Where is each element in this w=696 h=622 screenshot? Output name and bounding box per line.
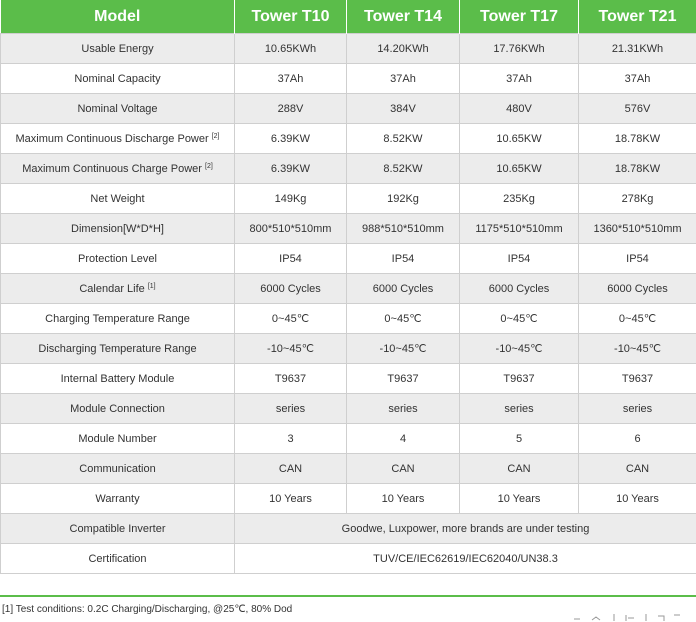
- row-label: [1, 274, 235, 304]
- table-row: [1, 364, 696, 394]
- table-cell: 384V: [347, 94, 460, 124]
- row-label-text: Nominal Capacity: [74, 72, 161, 85]
- table-cell: 235Kg: [460, 184, 579, 214]
- table-cell: 37Ah: [235, 64, 347, 94]
- table-cell: T9637: [579, 364, 696, 394]
- table-row: [1, 454, 696, 484]
- table-cell: CAN: [347, 454, 460, 484]
- row-label-text: Nominal Voltage: [77, 102, 158, 115]
- footer-divider: [0, 595, 696, 597]
- table-cell: 10.65KW: [460, 124, 579, 154]
- row-label-text: Maximum Continuous Discharge Power: [15, 132, 209, 145]
- row-label-text: Net Weight: [90, 192, 145, 205]
- table-row: [1, 34, 696, 64]
- footnote: [1] Test conditions: 0.2C Charging/Discharging, @25℃, 80% Dod: [2, 604, 293, 615]
- table-cell: 6: [579, 424, 696, 454]
- row-label-text: Calendar Life: [79, 282, 145, 295]
- footnote-ref: [2]: [205, 162, 213, 170]
- row-label: [1, 124, 235, 154]
- table-row: [1, 394, 696, 424]
- table-cell: 480V: [460, 94, 579, 124]
- table-cell: -10~45℃: [460, 334, 579, 364]
- table-row: [1, 514, 696, 544]
- table-cell: IP54: [347, 244, 460, 274]
- table-cell: 1175*510*510mm: [460, 214, 579, 244]
- table-cell: 6000 Cycles: [579, 274, 696, 304]
- table-row: [1, 274, 696, 304]
- row-label-text: Discharging Temperature Range: [38, 342, 197, 355]
- row-label-text: Charging Temperature Range: [45, 312, 190, 325]
- table-row: [1, 304, 696, 334]
- table-row: [1, 184, 696, 214]
- table-cell: 14.20KWh: [347, 34, 460, 64]
- row-label: [1, 34, 235, 64]
- table-cell: series: [347, 394, 460, 424]
- table-cell: 288V: [235, 94, 347, 124]
- table-row: [1, 94, 696, 124]
- table-cell: 4: [347, 424, 460, 454]
- merged-cell: TUV/CE/IEC62619/IEC62040/UN38.3: [235, 544, 696, 574]
- table-cell: -10~45℃: [235, 334, 347, 364]
- row-label: [1, 304, 235, 334]
- table-row: [1, 214, 696, 244]
- table-cell: 6000 Cycles: [347, 274, 460, 304]
- table-row: [1, 64, 696, 94]
- row-label: Compatible Inverter: [1, 514, 235, 544]
- table-cell: 576V: [579, 94, 696, 124]
- table-cell: 149Kg: [235, 184, 347, 214]
- table-cell: CAN: [235, 454, 347, 484]
- table-cell: 10 Years: [460, 484, 579, 514]
- table-cell: 5: [460, 424, 579, 454]
- table-cell: 10.65KW: [460, 154, 579, 184]
- table-cell: T9637: [347, 364, 460, 394]
- table-cell: 0~45℃: [347, 304, 460, 334]
- header-tower-t17: Tower T17: [460, 0, 579, 34]
- header-row: [1, 0, 696, 34]
- header-tower-t21: Tower T21: [579, 0, 696, 34]
- table-cell: series: [460, 394, 579, 424]
- row-label: [1, 94, 235, 124]
- table-cell: IP54: [460, 244, 579, 274]
- row-label-text: Module Connection: [70, 402, 165, 415]
- table-cell: -10~45℃: [347, 334, 460, 364]
- table-cell: 800*510*510mm: [235, 214, 347, 244]
- table-cell: 6000 Cycles: [235, 274, 347, 304]
- table-cell: T9637: [235, 364, 347, 394]
- row-label-text: Protection Level: [78, 252, 157, 265]
- table-row: [1, 484, 696, 514]
- row-label: [1, 424, 235, 454]
- table-cell: 21.31KWh: [579, 34, 696, 64]
- table-cell: 37Ah: [347, 64, 460, 94]
- table-cell: T9637: [460, 364, 579, 394]
- table-row: [1, 544, 696, 574]
- row-label: Certification: [1, 544, 235, 574]
- header-tower-t10: Tower T10: [235, 0, 347, 34]
- table-cell: 8.52KW: [347, 124, 460, 154]
- row-label: [1, 64, 235, 94]
- table-cell: 18.78KW: [579, 124, 696, 154]
- table-cell: 37Ah: [460, 64, 579, 94]
- table-cell: 6.39KW: [235, 124, 347, 154]
- table-cell: series: [235, 394, 347, 424]
- spec-table-body: [1, 34, 696, 574]
- table-row: [1, 124, 696, 154]
- table-row: [1, 154, 696, 184]
- table-cell: 37Ah: [579, 64, 696, 94]
- table-cell: 0~45℃: [460, 304, 579, 334]
- row-label-text: Module Number: [78, 432, 157, 445]
- row-label: [1, 154, 235, 184]
- row-label-text: Dimension[W*D*H]: [71, 222, 164, 235]
- header-tower-t14: Tower T14: [347, 0, 460, 34]
- table-cell: 10 Years: [347, 484, 460, 514]
- table-cell: series: [579, 394, 696, 424]
- table-row: [1, 334, 696, 364]
- table-cell: 10 Years: [579, 484, 696, 514]
- table-cell: 10 Years: [235, 484, 347, 514]
- table-cell: CAN: [460, 454, 579, 484]
- table-cell: 10.65KWh: [235, 34, 347, 64]
- table-cell: 988*510*510mm: [347, 214, 460, 244]
- table-cell: IP54: [235, 244, 347, 274]
- row-label: [1, 454, 235, 484]
- table-cell: 6.39KW: [235, 154, 347, 184]
- row-label-text: Warranty: [95, 492, 140, 505]
- header-model: Model: [1, 0, 235, 34]
- table-cell: 0~45℃: [579, 304, 696, 334]
- table-cell: 192Kg: [347, 184, 460, 214]
- row-label-text: Internal Battery Module: [60, 372, 175, 385]
- row-label: [1, 334, 235, 364]
- footnote-ref: [2]: [211, 132, 220, 140]
- table-cell: 278Kg: [579, 184, 696, 214]
- row-label: [1, 214, 235, 244]
- table-cell: 17.76KWh: [460, 34, 579, 64]
- row-label: [1, 364, 235, 394]
- table-cell: 8.52KW: [347, 154, 460, 184]
- table-cell: 3: [235, 424, 347, 454]
- row-label-text: Communication: [79, 462, 156, 475]
- row-label-text: Maximum Continuous Charge Power: [22, 162, 202, 175]
- cropped-text-fragment: [570, 611, 690, 622]
- row-label: [1, 184, 235, 214]
- row-label: [1, 484, 235, 514]
- row-label: [1, 244, 235, 274]
- table-cell: CAN: [579, 454, 696, 484]
- table-row: [1, 424, 696, 454]
- table-cell: 18.78KW: [579, 154, 696, 184]
- footnote-ref: [1]: [147, 282, 156, 290]
- row-label-text: Usable Energy: [81, 42, 154, 55]
- table-cell: IP54: [579, 244, 696, 274]
- table-cell: 0~45℃: [235, 304, 347, 334]
- row-label: [1, 394, 235, 424]
- merged-cell: Goodwe, Luxpower, more brands are under testing: [235, 514, 696, 544]
- table-row: [1, 244, 696, 274]
- table-cell: 1360*510*510mm: [579, 214, 696, 244]
- table-cell: 6000 Cycles: [460, 274, 579, 304]
- table-cell: -10~45℃: [579, 334, 696, 364]
